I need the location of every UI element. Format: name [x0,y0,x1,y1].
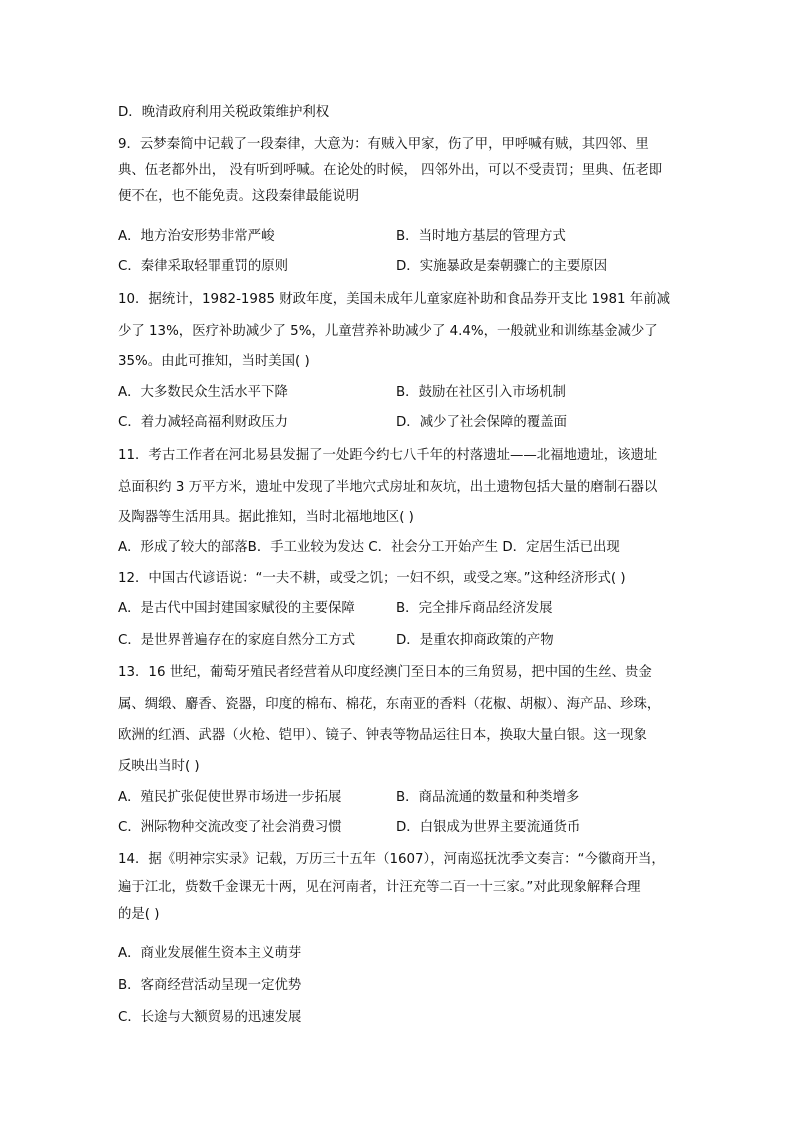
q10-stem-line-2: 少了 13%，医疗补助减少了 5%，儿童营养补助减少了 4.4%，一般就业和训练基金减少了 [118,324,658,339]
q9-option-d: D．实施暴政是秦朝骤亡的主要原因 [396,259,608,274]
q8-option-d: D．晚清政府利用关税政策维护利权 [118,105,330,120]
q9-stem-line-1: 9．云梦秦简中记载了一段秦律，大意为：有贼入甲家，伤了甲，甲呼喊有贼，其四邻、里 [118,137,649,152]
q9-stem-line-2: 典、伍老都外出， 没有听到呼喊。在论处的时候， 四邻外出，可以不受责罚；里典、伍老即 [118,163,663,178]
q9-option-b: B．当时地方基层的管理方式 [396,229,566,244]
q14-stem-line-1: 14．据《明神宗实录》记载，万历三十五年（1607），河南巡抚沈季文奏言：“今徽商开当， [118,852,665,867]
q13-stem-line-2: 属、绸缎、麝香、瓷器，印度的棉布、棉花，东南亚的香料（花椒、胡椒）、海产品、珍珠， [118,697,661,712]
q10-option-c: C．着力减轻高福利财政压力 [118,415,289,430]
q12-option-d: D．是重农抑商政策的产物 [396,633,554,648]
q9-stem-line-3: 便不在，也不能免责。这段秦律最能说明 [118,189,360,204]
q13-option-b: B．商品流通的数量和种类增多 [396,790,580,805]
q12-stem: 12．中国古代谚语说：“一夫不耕，或受之饥；一妇不织，或受之寒。”这种经济形式( ) [118,571,626,586]
q11-stem-line-2: 总面积约 3 万平方米，遗址中发现了半地穴式房址和灰坑，出土遗物包括大量的磨制石器以 [118,480,658,495]
q13-stem-line-1: 13．16 世纪，葡萄牙殖民者经营着从印度经澳门至日本的三角贸易，把中国的生丝、贵金 [118,665,652,680]
q10-option-a: A．大多数民众生活水平下降 [118,385,288,400]
q9-option-a: A．地方治安形势非常严峻 [118,229,275,244]
q14-option-b: B．客商经营活动呈现一定优势 [118,978,302,993]
q13-stem-line-4: 反映出当时( ) [118,759,200,774]
q13-option-c: C．洲际物种交流改变了社会消费习惯 [118,820,342,835]
q10-option-d: D．减少了社会保障的覆盖面 [396,415,567,430]
q10-stem-line-1: 10．据统计，1982-1985 财政年度，美国未成年儿童家庭补助和食品券开支比 1981 年前减 [118,292,670,307]
q10-stem-line-3: 35%。由此可推知，当时美国( ) [118,354,310,369]
q14-option-c: C．长途与大额贸易的迅速发展 [118,1010,302,1025]
q11-stem-line-3: 及陶器等生活用具。据此推知，当时北福地地区( ) [118,510,414,525]
q13-stem-line-3: 欧洲的红酒、武器（火枪、铠甲）、镜子、钟表等物品运往日本，换取大量白银。这一现象 [118,728,647,743]
q11-stem-line-1: 11．考古工作者在河北易县发掘了一处距今约七八千年的村落遗址——北福地遗址，该遗址 [118,448,658,463]
q11-options: A．形成了较大的部落B．手工业较为发达 C．社会分工开始产生 D．定居生活已出现 [118,540,620,555]
q10-option-b: B．鼓励在社区引入市场机制 [396,385,566,400]
q13-option-a: A．殖民扩张促使世界市场进一步拓展 [118,790,342,805]
q14-stem-line-2: 遍于江北，赀数千金课无十两，见在河南者，计汪充等二百一十三家。”对此现象解释合理 [118,880,641,895]
q12-option-b: B．完全排斥商品经济发展 [396,601,553,616]
q12-option-c: C．是世界普遍存在的家庭自然分工方式 [118,633,355,648]
q13-option-d: D．白银成为世界主要流通货币 [396,820,581,835]
q14-option-a: A．商业发展催生资本主义萌芽 [118,946,302,961]
q14-stem-line-3: 的是( ) [118,907,160,922]
q12-option-a: A．是古代中国封建国家赋役的主要保障 [118,601,355,616]
q9-option-c: C．秦律采取轻罪重罚的原则 [118,259,289,274]
